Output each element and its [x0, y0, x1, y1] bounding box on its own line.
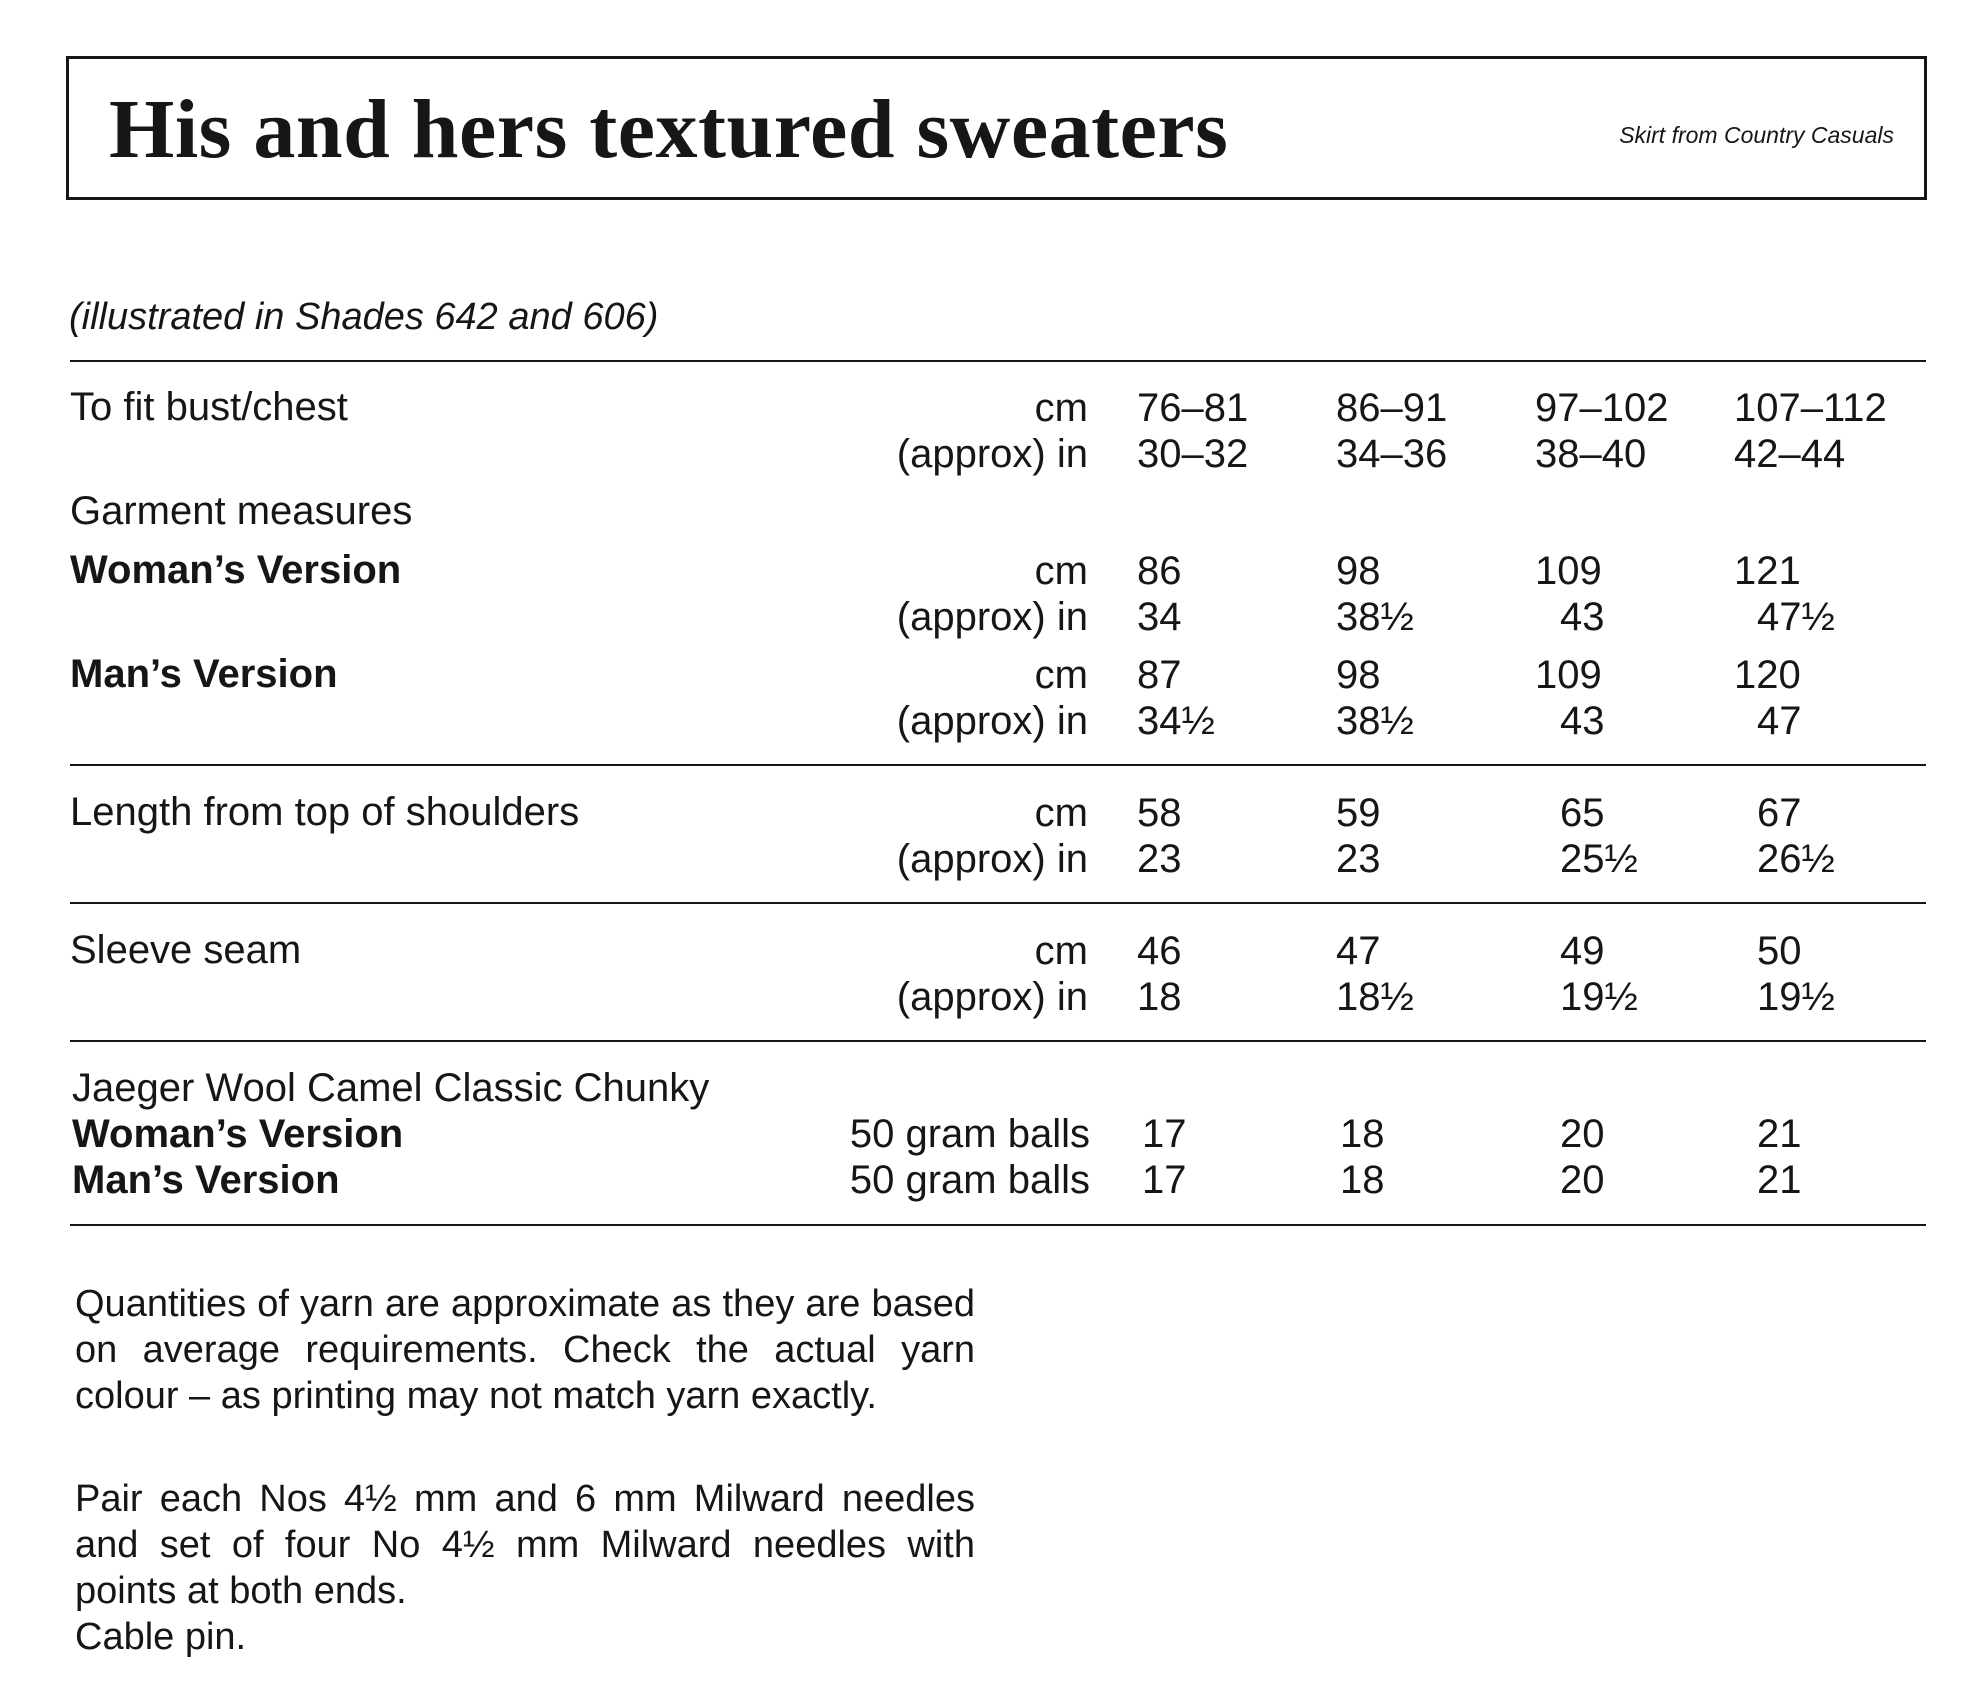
garment-man-in-1: 34½	[1137, 699, 1215, 743]
garment-man-cm-unit: cm	[1034, 653, 1088, 697]
sleeve-in-1: 18	[1137, 975, 1182, 1019]
length-in-2: 23	[1336, 837, 1381, 881]
sleeve-in-unit: (approx) in	[896, 975, 1088, 1019]
divider-top	[70, 360, 1926, 362]
yarn-woman-4: 21	[1757, 1112, 1802, 1156]
divider-garment	[70, 764, 1926, 766]
length-cm-unit: cm	[1034, 791, 1088, 835]
yarn-woman-1: 17	[1142, 1112, 1187, 1156]
garment-woman-in-1: 34	[1137, 595, 1182, 639]
length-cm-3: 65	[1560, 791, 1605, 835]
fit-in-4: 42–44	[1734, 432, 1846, 476]
garment-label: Garment measures	[70, 489, 413, 533]
divider-length	[70, 902, 1926, 904]
sleeve-cm-1: 46	[1137, 929, 1182, 973]
yarn-woman-3: 20	[1560, 1112, 1605, 1156]
fit-in-unit: (approx) in	[896, 432, 1088, 476]
yarn-man-unit: 50 gram balls	[849, 1158, 1090, 1202]
garment-woman-cm-1: 86	[1137, 549, 1182, 593]
yarn-man-1: 17	[1142, 1158, 1187, 1202]
garment-man-cm-2: 98	[1336, 653, 1381, 697]
fit-in-3: 38–40	[1535, 432, 1647, 476]
page-title: His and hers textured sweaters	[109, 83, 1229, 176]
yarn-man-4: 21	[1757, 1158, 1802, 1202]
sleeve-in-4: 19½	[1757, 975, 1835, 1019]
garment-woman-cm-4: 121	[1734, 549, 1801, 593]
yarn-man-label: Man’s Version	[72, 1158, 340, 1202]
fit-label: To fit bust/chest	[70, 385, 348, 429]
length-in-4: 26½	[1757, 837, 1835, 881]
length-cm-4: 67	[1757, 791, 1802, 835]
divider-bottom	[70, 1224, 1926, 1226]
sleeve-cm-2: 47	[1336, 929, 1381, 973]
sleeve-cm-unit: cm	[1034, 929, 1088, 973]
sleeve-label: Sleeve seam	[70, 928, 302, 972]
garment-woman-in-unit: (approx) in	[896, 595, 1088, 639]
fit-cm-2: 86–91	[1336, 386, 1448, 430]
garment-man-cm-1: 87	[1137, 653, 1182, 697]
garment-man-in-4: 47	[1757, 699, 1802, 743]
fit-cm-3: 97–102	[1535, 386, 1669, 430]
garment-man-in-3: 43	[1560, 699, 1605, 743]
garment-woman-cm-2: 98	[1336, 549, 1381, 593]
needles-note: Pair each Nos 4½ mm and 6 mm Milward needles and set of four No 4½ mm Milward needles with points at both ends.	[75, 1478, 975, 1612]
garment-woman-in-3: 43	[1560, 595, 1605, 639]
yarn-woman-label: Woman’s Version	[72, 1112, 404, 1156]
sleeve-in-3: 19½	[1560, 975, 1638, 1019]
divider-sleeve	[70, 1040, 1926, 1042]
sleeve-cm-3: 49	[1560, 929, 1605, 973]
title-box	[66, 56, 1927, 200]
fit-in-2: 34–36	[1336, 432, 1448, 476]
yarn-label: Jaeger Wool Camel Classic Chunky	[72, 1066, 710, 1110]
fit-cm-unit: cm	[1034, 386, 1088, 430]
garment-woman-in-4: 47½	[1757, 595, 1835, 639]
garment-woman-cm-3: 109	[1535, 549, 1602, 593]
sleeve-in-2: 18½	[1336, 975, 1414, 1019]
length-cm-2: 59	[1336, 791, 1381, 835]
length-cm-1: 58	[1137, 791, 1182, 835]
length-in-1: 23	[1137, 837, 1182, 881]
fit-cm-4: 107–112	[1734, 386, 1887, 430]
fit-cm-1: 76–81	[1137, 386, 1249, 430]
yarn-man-3: 20	[1560, 1158, 1605, 1202]
skirt-credit: Skirt from Country Casuals	[1619, 122, 1894, 148]
garment-man-cm-4: 120	[1734, 653, 1801, 697]
sleeve-cm-4: 50	[1757, 929, 1802, 973]
yarn-woman-unit: 50 gram balls	[849, 1112, 1090, 1156]
shades-note: (illustrated in Shades 642 and 606)	[69, 296, 659, 338]
garment-woman-cm-unit: cm	[1034, 549, 1088, 593]
garment-man-in-2: 38½	[1336, 699, 1414, 743]
yarn-man-2: 18	[1340, 1158, 1385, 1202]
length-label: Length from top of shoulders	[70, 790, 580, 834]
length-in-unit: (approx) in	[896, 837, 1088, 881]
garment-woman-label: Woman’s Version	[70, 548, 402, 592]
garment-man-in-unit: (approx) in	[896, 699, 1088, 743]
length-in-3: 25½	[1560, 837, 1638, 881]
garment-man-label: Man’s Version	[70, 652, 338, 696]
garment-woman-in-2: 38½	[1336, 595, 1414, 639]
fit-in-1: 30–32	[1137, 432, 1249, 476]
cable-pin-note: Cable pin.	[75, 1616, 247, 1658]
yarn-woman-2: 18	[1340, 1112, 1385, 1156]
yarn-quantities-note: Quantities of yarn are approximate as they are based on average requirements. Check the actual yarn colour – as printing may not match yarn exactly.	[75, 1283, 975, 1417]
garment-man-cm-3: 109	[1535, 653, 1602, 697]
